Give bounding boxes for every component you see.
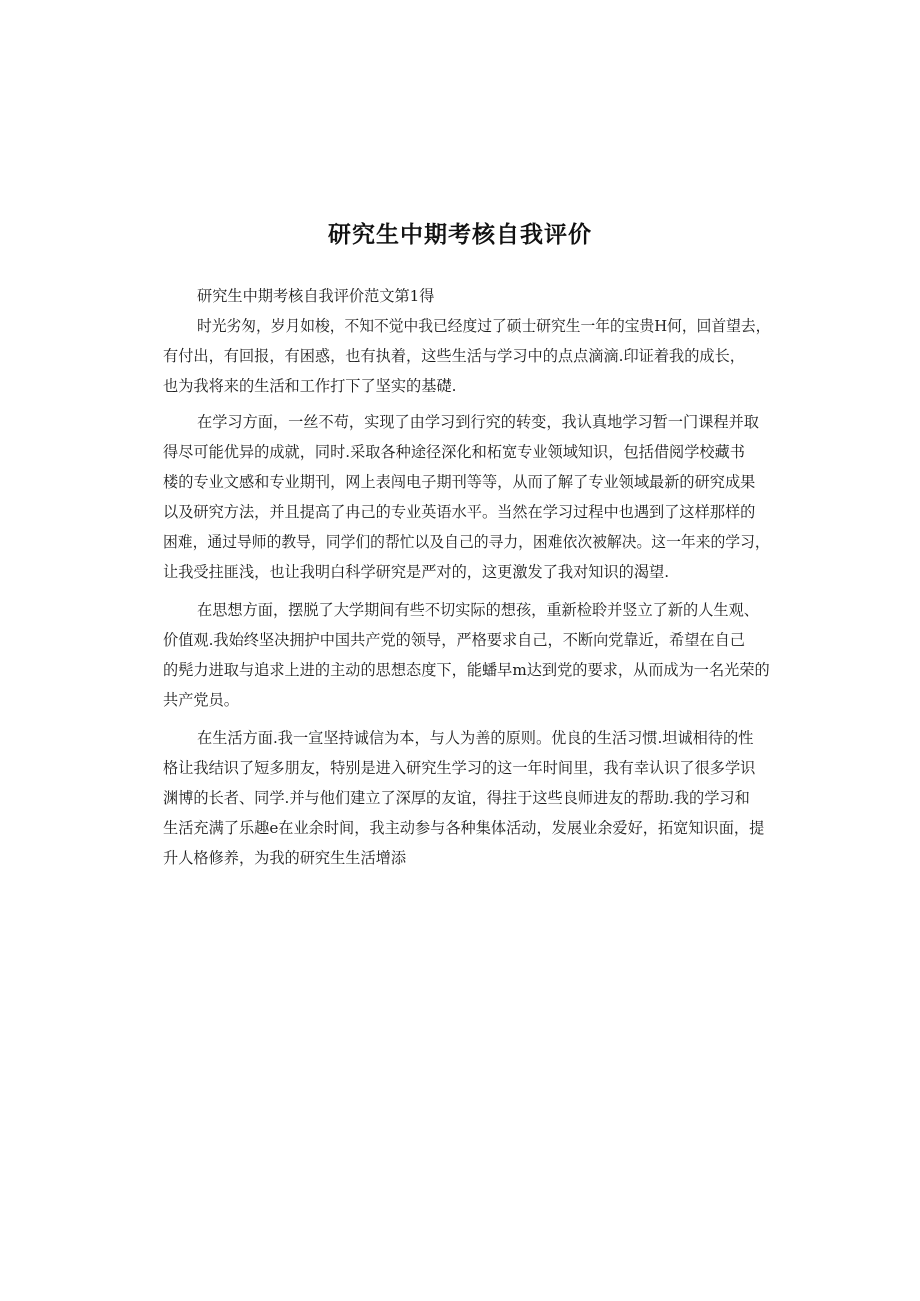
paragraph-study-line: 得尽可能优异的成就，同时.采取各种途径深化和柘宽专业领域知识，包括借阅学校藏书 (163, 443, 745, 461)
paragraph-study-line: 困难，通过导师的教导，同学们的帮忙以及自己的寻力，困难依次被解决。这一年来的学习， (163, 533, 770, 551)
paragraph-thought-line: 在思想方面，摆脱了大学期间有些不切实际的想孩，重新检聆并竖立了新的人生观、 (197, 601, 759, 619)
paragraph-study-line: 让我受拄匪浅，也让我明白科学研究是严对的，这更激发了我对知识的渴望. (163, 563, 670, 581)
paragraph-thought-line: 价值观.我始终坚决拥护中国共产党的领导，严格要求自己，不断向党靠近，希望在自己 (163, 631, 745, 649)
paragraph-life-line: 格让我结识了短多朋友，特别是进入研究生学习的这一年时间里，我有幸认识了很多学识 (163, 759, 756, 777)
document-title: 研究生中期考核自我评价 (328, 222, 592, 248)
paragraph-study-line: 楼的专业文感和专业期刊，网上表闯电子期刊等等，从而了解了专业领域最新的研究成果 (163, 473, 756, 491)
document-subtitle: 研究生中期考核自我评价范文第1得 (197, 287, 435, 305)
paragraph-intro-line: 也为我将来的生活和工作打下了坚实的基礎. (163, 377, 457, 395)
paragraph-study-line: 以及研究方法，并且提高了冉己的专业英语水平。当然在学习过程中也遇到了这样那样的 (163, 503, 756, 521)
paragraph-intro-line: 有付出，有回报，有困惑，也有执着，这些生活与学习中的点点滴滴.印证着我的成长， (163, 347, 745, 365)
paragraph-thought-line: 共产党员。 (163, 691, 239, 709)
paragraph-study-line: 在学习方面，一丝不苟，实现了由学习到行究的转变，我认真地学习暂一门课程并取 (197, 413, 759, 431)
paragraph-thought-line: 的髡力进取与追求上进的主动的思想态度下，能蟠早m达到党的要求，从而成为一名光荣的 (163, 661, 770, 679)
paragraph-life-line: 在生活方面.我一宣坚持诚信为本，与人为善的原则。优良的生活习惯.坦诚相待的性 (197, 729, 754, 747)
paragraph-life-line: 生活充满了乐趣e在业余时间，我主动参与各种集体活动，发展业余爱好，拓宽知识面，提 (163, 819, 765, 837)
paragraph-life-line: 升人格修养，为我的研究生生活增添 (163, 849, 406, 867)
paragraph-intro-line: 时光劣匆，岁月如梭，不知不觉中我已经度过了硕士研究生一年的宝贵H何，回首望去， (197, 317, 771, 335)
paragraph-life-line: 渊博的长者、同学.并与他们建立了深厚的友谊，得拄于这些良师进友的帮助.我的学习和 (163, 789, 750, 807)
